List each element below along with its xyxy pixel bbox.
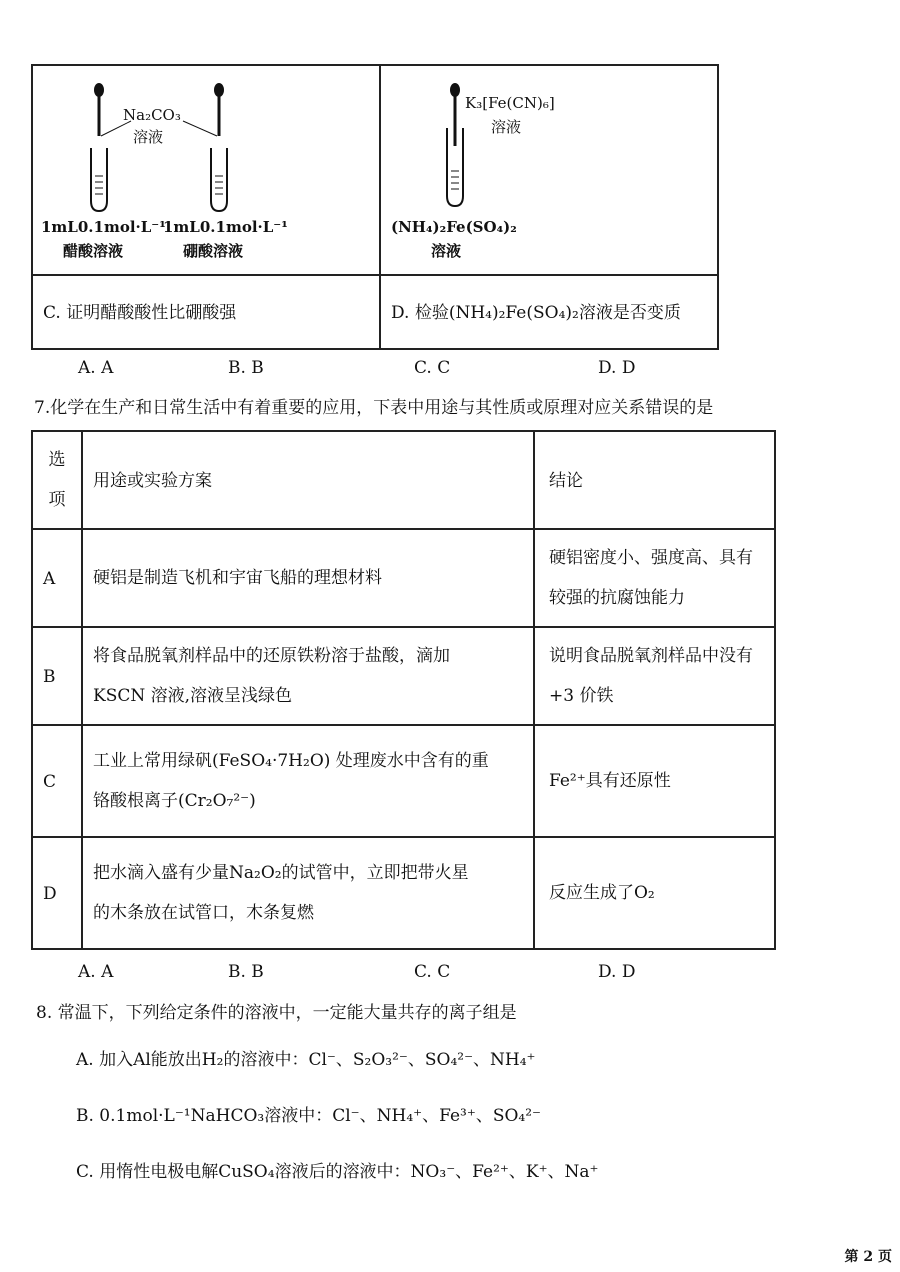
- q8-stem: 8. 常温下，下列给定条件的溶液中，一定能大量共存的离子组是: [36, 1003, 517, 1023]
- tube-label-2: 溶液: [431, 242, 462, 260]
- table-row: A 硬铝是制造飞机和宇宙飞船的理想材料 硬铝密度小、强度高、具有 较强的抗腐蚀能力: [32, 529, 775, 627]
- q7-option-d[interactable]: D. D: [598, 962, 636, 982]
- table-row: D 把水滴入盛有少量Na₂O₂的试管中，立即把带火星 的木条放在试管口，木条复燃 反应生成了O₂: [32, 837, 775, 949]
- q7-stem: 7.化学在生产和日常生活中有着重要的应用，下表中用途与其性质或原理对应关系错误的是: [34, 398, 714, 418]
- header-option: 选 项: [32, 431, 82, 529]
- header-conclusion: 结论: [534, 431, 775, 529]
- reagent-label: Na₂CO₃: [123, 106, 181, 124]
- table-row: B 将食品脱氧剂样品中的还原铁粉溶于盐酸，滴加 KSCN 溶液,溶液呈浅绿色 说明食品脱氧剂样品中没有 +3 价铁: [32, 627, 775, 725]
- tube1-label: 1mL0.1mol·L⁻¹: [41, 218, 166, 236]
- q8-option-b[interactable]: B. 0.1mol·L⁻¹NaHCO₃溶液中：Cl⁻、NH₄⁺、Fe³⁺、SO₄²⁻: [76, 1106, 542, 1126]
- cell-diagram-d: [380, 65, 718, 275]
- cell-diagram-c: [32, 65, 380, 275]
- q6-option-b[interactable]: B. B: [228, 358, 264, 378]
- caption-c: C. 证明醋酸酸性比硼酸强: [32, 275, 380, 349]
- tube2-label-2: 硼酸溶液: [183, 242, 244, 260]
- q6-option-a[interactable]: A. A: [78, 358, 114, 378]
- reagent-label: K₃[Fe(CN)₆]: [465, 94, 555, 112]
- header-plan: 用途或实验方案: [82, 431, 534, 529]
- q7-option-a[interactable]: A. A: [78, 962, 114, 982]
- reagent-label-2: 溶液: [491, 118, 522, 136]
- reagent-label-2: 溶液: [133, 128, 164, 146]
- page-number: 第 2 页: [844, 1249, 892, 1265]
- q8-option-c[interactable]: C. 用惰性电极电解CuSO₄溶液后的溶液中：NO₃⁻、Fe²⁺、K⁺、Na⁺: [76, 1162, 599, 1182]
- caption-d: D. 检验(NH₄)₂Fe(SO₄)₂溶液是否变质: [380, 275, 718, 349]
- table-row: C 工业上常用绿矾(FeSO₄·7H₂O) 处理废水中含有的重 铬酸根离子(Cr₂O₇²⁻) Fe²⁺具有还原性: [32, 725, 775, 837]
- q8-option-a[interactable]: A. 加入Al能放出H₂的溶液中：Cl⁻、S₂O₃²⁻、SO₄²⁻、NH₄⁺: [76, 1050, 536, 1070]
- q7-option-c[interactable]: C. C: [414, 962, 451, 982]
- tube1-label-2: 醋酸溶液: [63, 242, 124, 260]
- q6-option-c[interactable]: C. C: [414, 358, 451, 378]
- tube2-label: 1mL0.1mol·L⁻¹: [163, 218, 288, 236]
- q7-option-b[interactable]: B. B: [228, 962, 264, 982]
- tube-label: (NH₄)₂Fe(SO₄)₂: [391, 218, 517, 236]
- experiment-table: [31, 64, 719, 350]
- q6-option-d[interactable]: D. D: [598, 358, 636, 378]
- q7-table: [31, 430, 776, 950]
